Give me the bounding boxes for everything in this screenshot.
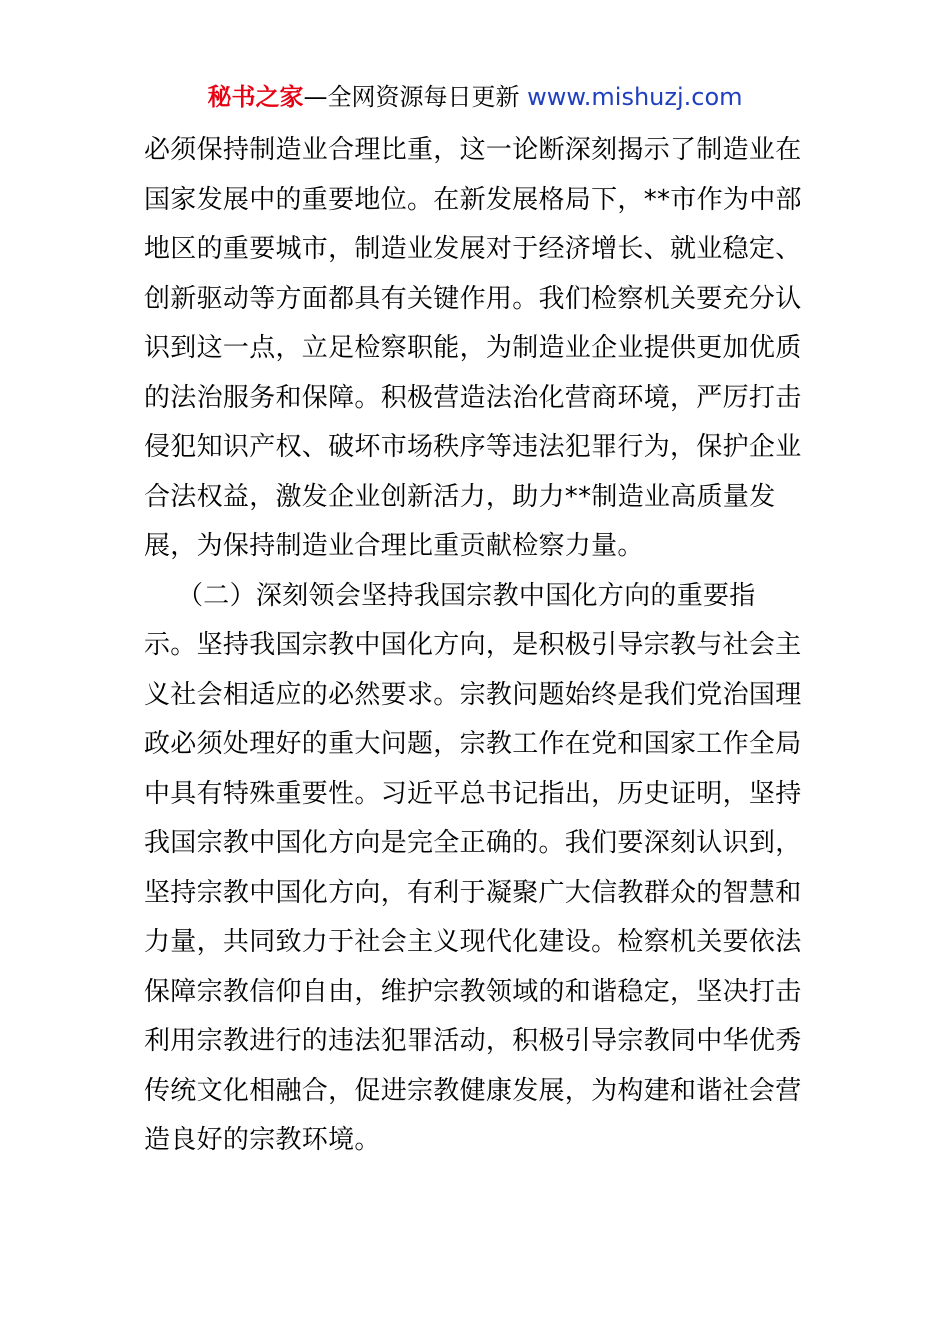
text-line: 传统文化相融合，促进宗教健康发展，为构建和谐社会营 — [144, 1075, 802, 1106]
text-line: 造良好的宗教环境。 — [144, 1125, 381, 1155]
text-line: 力量，共同致力于社会主义现代化建设。检察机关要依法 — [144, 927, 802, 957]
text-line: 我国宗教中国化方向是完全正确的。我们要深刻认识到， — [144, 828, 802, 858]
text-line: 坚持宗教中国化方向，有利于凝聚广大信教群众的智慧和 — [144, 877, 802, 908]
site-brand: 秘书之家 — [207, 83, 304, 111]
text-line: 义社会相适应的必然要求。宗教问题始终是我们党治国理 — [144, 679, 802, 710]
site-header — [0, 80, 950, 114]
text-line: 政必须处理好的重大问题，宗教工作在党和国家工作全局 — [144, 729, 802, 759]
text-line: 地区的重要城市，制造业发展对于经济增长、就业稳定、 — [144, 234, 802, 264]
site-tagline: —全网资源每日更新 — [303, 83, 528, 111]
text-line: 侵犯知识产权、破坏市场秩序等违法犯罪行为，保护企业 — [144, 432, 802, 462]
text-line: 合法权益，激发企业创新活力，助力**制造业高质量发 — [144, 481, 776, 512]
text-line: 必须保持制造业合理比重，这一论断深刻揭示了制造业在 — [144, 135, 802, 165]
section-heading-line: （二）深刻领会坚持我国宗教中国化方向的重要指 — [177, 580, 756, 611]
text-line: 示。坚持我国宗教中国化方向，是积极引导宗教与社会主 — [144, 630, 802, 660]
text-line: 利用宗教进行的违法犯罪活动，积极引导宗教同中华优秀 — [144, 1026, 802, 1056]
text-line: 的法治服务和保障。积极营造法治化营商环境，严厉打击 — [144, 382, 802, 413]
text-line: 国家发展中的重要地位。在新发展格局下，**市作为中部 — [144, 184, 802, 215]
text-line: 保障宗教信仰自由，维护宗教领域的和谐稳定，坚决打击 — [144, 976, 802, 1007]
text-line: 创新驱动等方面都具有关键作用。我们检察机关要充分认 — [144, 283, 802, 314]
text-line: 中具有特殊重要性。习近平总书记指出，历史证明，坚持 — [144, 778, 802, 809]
document-body — [144, 126, 814, 1166]
text-line: 识到这一点，立足检察职能，为制造业企业提供更加优质 — [144, 333, 802, 363]
site-url-link[interactable]: www.mishuzj.com — [527, 83, 743, 111]
text-line: 展，为保持制造业合理比重贡献检察力量。 — [144, 531, 644, 561]
